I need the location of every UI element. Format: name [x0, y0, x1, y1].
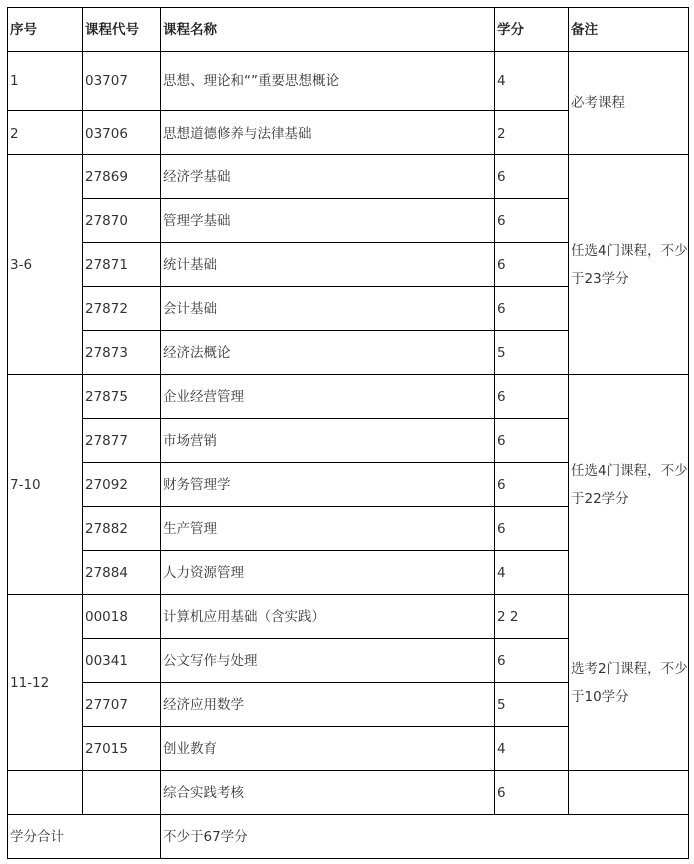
course-name: 市场营销	[161, 419, 495, 463]
table-row	[8, 52, 689, 111]
course-name: 企业经营管理	[161, 375, 495, 419]
course-code: 27884	[83, 551, 161, 595]
course-name: 综合实践考核	[161, 771, 495, 815]
course-name: 思想、理论和“”重要思想概论	[161, 52, 495, 111]
course-plan-table	[7, 7, 689, 859]
group2-no: 3-6	[8, 155, 83, 375]
course-code: 27873	[83, 331, 161, 375]
course-name: 思想道德修养与法律基础	[161, 111, 495, 155]
course-name: 财务管理学	[161, 463, 495, 507]
course-credit: 6	[495, 155, 569, 199]
total-row	[8, 815, 689, 859]
course-name: 统计基础	[161, 243, 495, 287]
course-credit: 6	[495, 639, 569, 683]
course-code: 00341	[83, 639, 161, 683]
course-credit: 4	[495, 52, 569, 111]
header-no: 序号	[8, 8, 83, 52]
course-code: 27872	[83, 287, 161, 331]
course-credit: 2 2	[495, 595, 569, 639]
course-name: 人力资源管理	[161, 551, 495, 595]
group4-no: 11-12	[8, 595, 83, 771]
course-credit: 5	[495, 683, 569, 727]
group3-note: 任选4门课程，不少于22学分	[569, 375, 689, 595]
course-name: 经济法概论	[161, 331, 495, 375]
course-credit: 5	[495, 331, 569, 375]
header-credit: 学分	[495, 8, 569, 52]
course-credit: 6	[495, 463, 569, 507]
total-value: 不少于67学分	[161, 815, 689, 859]
course-credit: 6	[495, 507, 569, 551]
course-name: 生产管理	[161, 507, 495, 551]
header-name: 课程名称	[161, 8, 495, 52]
course-credit: 6	[495, 771, 569, 815]
course-code: 27869	[83, 155, 161, 199]
course-code: 27882	[83, 507, 161, 551]
practice-no	[8, 771, 83, 815]
course-code: 27092	[83, 463, 161, 507]
header-code: 课程代号	[83, 8, 161, 52]
course-name: 管理学基础	[161, 199, 495, 243]
course-name: 公文写作与处理	[161, 639, 495, 683]
course-code: 27707	[83, 683, 161, 727]
course-code: 00018	[83, 595, 161, 639]
course-name: 计算机应用基础（含实践）	[161, 595, 495, 639]
course-code: 27870	[83, 199, 161, 243]
row-no: 2	[8, 111, 83, 155]
course-code: 03706	[83, 111, 161, 155]
course-credit: 6	[495, 287, 569, 331]
table-row	[8, 375, 689, 419]
course-code: 27875	[83, 375, 161, 419]
group4-note: 选考2门课程，不少于10学分	[569, 595, 689, 771]
course-name: 创业教育	[161, 727, 495, 771]
practice-code	[83, 771, 161, 815]
practice-note	[569, 771, 689, 815]
course-name: 经济学基础	[161, 155, 495, 199]
course-credit: 2	[495, 111, 569, 155]
table-row	[8, 155, 689, 199]
course-credit: 4	[495, 551, 569, 595]
total-label: 学分合计	[8, 815, 161, 859]
course-code: 27015	[83, 727, 161, 771]
header-row	[8, 8, 689, 52]
course-code: 27871	[83, 243, 161, 287]
group2-note: 任选4门课程，不少于23学分	[569, 155, 689, 375]
group3-no: 7-10	[8, 375, 83, 595]
course-name: 经济应用数学	[161, 683, 495, 727]
course-credit: 6	[495, 243, 569, 287]
course-code: 03707	[83, 52, 161, 111]
course-credit: 6	[495, 375, 569, 419]
practice-row	[8, 771, 689, 815]
row-no: 1	[8, 52, 83, 111]
course-name: 会计基础	[161, 287, 495, 331]
course-credit: 4	[495, 727, 569, 771]
header-note: 备注	[569, 8, 689, 52]
course-credit: 6	[495, 199, 569, 243]
course-credit: 6	[495, 419, 569, 463]
table-row	[8, 595, 689, 639]
course-code: 27877	[83, 419, 161, 463]
group1-note: 必考课程	[569, 52, 689, 155]
